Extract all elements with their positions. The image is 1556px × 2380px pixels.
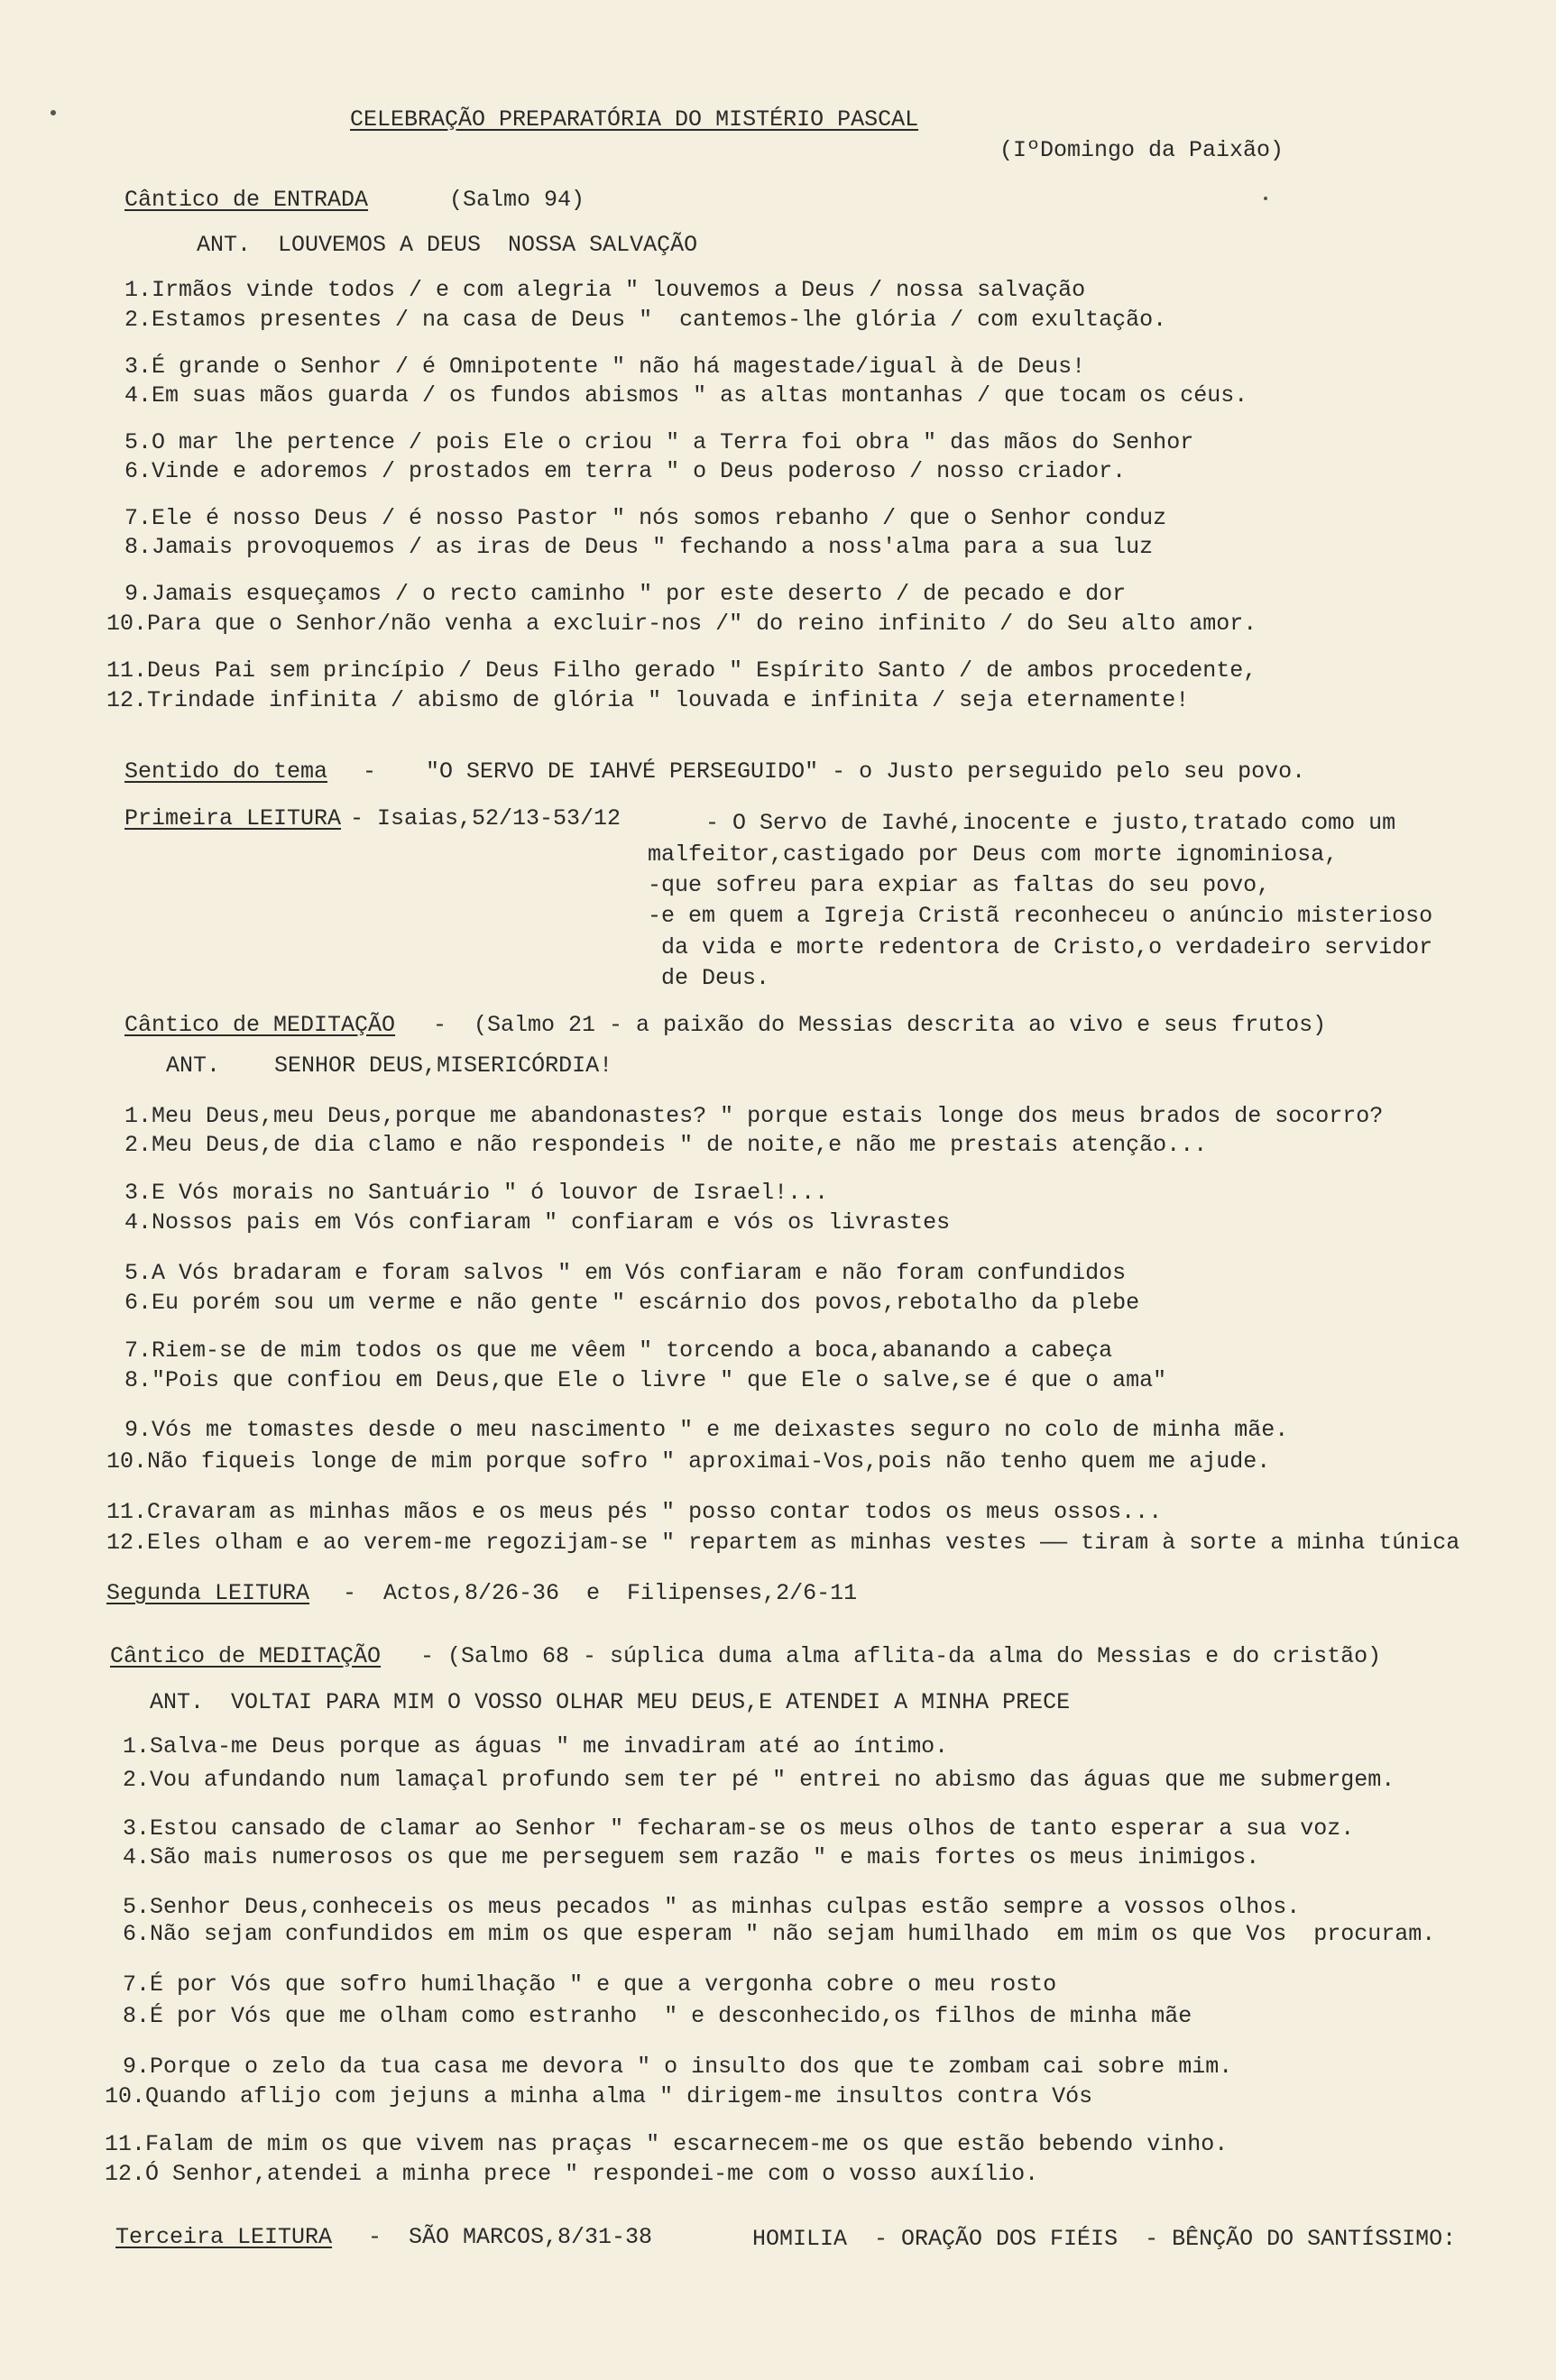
entrada-verse: 8.Jamais provoquemos / as iras de Deus " fechando a noss'alma para a sua luz: [124, 534, 1154, 560]
entrada-verse: 11.Deus Pai sem princípio / Deus Filho gerado " Espírito Santo / de ambos procedente,: [106, 657, 1257, 684]
primeira-line: da vida e morte redentora de Cristo,o verdadeiro servidor: [648, 934, 1433, 960]
meditacao2-verse: 12.Ó Senhor,atendei a minha prece " respondei-me com o vosso auxílio.: [105, 2161, 1039, 2187]
meditacao1-verse: 2.Meu Deus,de dia clamo e não respondeis " de noite,e não me prestais atenção...: [124, 1132, 1208, 1158]
meditacao1-psalm: - (Salmo 21 - a paixão do Messias descrita ao vivo e seus frutos): [433, 1012, 1327, 1038]
meditacao1-verse: 6.Eu porém sou um verme e não gente " escárnio dos povos,rebotalho da plebe: [124, 1290, 1140, 1316]
primeira-line: -que sofreu para expiar as faltas do seu povo,: [648, 872, 1271, 898]
meditacao2-antiphon: ANT. VOLTAI PARA MIM O VOSSO OLHAR MEU DEUS,E ATENDEI A MINHA PRECE: [150, 1689, 1071, 1715]
terceira-ref: - SÃO MARCOS,8/31-38: [368, 2224, 653, 2250]
meditacao2-psalm: - (Salmo 68 - súplica duma alma aflita-da alma do Messias e do cristão): [420, 1643, 1382, 1669]
meditacao2-verse: 3.Estou cansado de clamar ao Senhor " fecharam-se os meus olhos de tanto esperar a sua voz.: [123, 1815, 1355, 1842]
meditacao2-verse: 2.Vou afundando num lamaçal profundo sem ter pé " entrei no abismo das águas que me submergem.: [123, 1767, 1395, 1793]
meditacao1-antiphon: ANT. SENHOR DEUS,MISERICÓRDIA!: [166, 1052, 613, 1079]
meditacao2-verse: 7.É por Vós que sofro humilhação " e que a vergonha cobre o meu rosto: [123, 1971, 1057, 1998]
tema-text: "O SERVO DE IAHVÉ PERSEGUIDO" - o Justo perseguido pelo seu povo.: [426, 758, 1306, 785]
meditacao1-verse: 12.Eles olham e ao verem-me regozijam-se " repartem as minhas vestes —— tiram à sorte a minha túnica: [106, 1530, 1460, 1556]
entrada-psalm: (Salmo 94): [449, 187, 585, 213]
meditacao2-verse: 10.Quando aflijo com jejuns a minha alma " dirigem-me insultos contra Vós: [105, 2083, 1093, 2109]
tema-label: Sentido do tema: [124, 758, 328, 785]
primeira-label: Primeira LEITURA: [124, 805, 342, 832]
entrada-verse: 5.O mar lhe pertence / pois Ele o criou " a Terra foi obra " das mãos do Senhor: [124, 429, 1194, 455]
document-title: CELEBRAÇÃO PREPARATÓRIA DO MISTÉRIO PASCAL: [350, 106, 919, 133]
meditacao2-heading: Cântico de MEDITAÇÃO: [110, 1643, 382, 1669]
meditacao2-verse: 8.É por Vós que me olham como estranho " e desconhecido,os filhos de minha mãe: [123, 2003, 1192, 2029]
meditacao1-verse: 4.Nossos pais em Vós confiaram " confiaram e vós os livrastes: [124, 1209, 951, 1236]
meditacao2-verse: 4.São mais numerosos os que me perseguem sem razão " e mais fortes os meus inimigos.: [123, 1844, 1260, 1870]
entrada-verse: 2.Estamos presentes / na casa de Deus " cantemos-lhe glória / com exultação.: [124, 307, 1167, 333]
segunda-label: Segunda LEITURA: [106, 1580, 310, 1606]
primeira-line: - O Servo de Iavhé,inocente e justo,tratado como um: [705, 810, 1396, 836]
meditacao2-verse: 9.Porque o zelo da tua casa me devora " o insulto dos que te zombam cai sobre mim.: [123, 2054, 1233, 2080]
entrada-verse: 7.Ele é nosso Deus / é nosso Pastor " nós somos rebanho / que o Senhor conduz: [124, 505, 1167, 531]
primeira-ref: - Isaias,52/13-53/12: [350, 805, 621, 832]
meditacao1-verse: 8."Pois que confiou em Deus,que Ele o livre " que Ele o salve,se é que o ama": [124, 1367, 1167, 1393]
entrada-verse: 9.Jamais esqueçamos / o recto caminho " por este deserto / de pecado e dor: [124, 581, 1127, 607]
entrada-heading: Cântico de ENTRADA: [124, 187, 369, 213]
entrada-verse: 3.É grande o Senhor / é Omnipotente " não há magestade/igual à de Deus!: [124, 354, 1086, 380]
entrada-verse: 10.Para que o Senhor/não venha a excluir-nos /" do reino infinito / do Seu alto amor.: [106, 611, 1257, 637]
primeira-line: malfeitor,castigado por Deus com morte ignominiosa,: [648, 841, 1339, 868]
tema-dash: -: [363, 758, 377, 785]
entrada-verse: 1.Irmãos vinde todos / e com alegria " louvemos a Deus / nossa salvação: [124, 277, 1086, 303]
meditacao1-verse: 9.Vós me tomastes desde o meu nascimento " e me deixastes seguro no colo de minha mãe.: [124, 1417, 1289, 1443]
footer-rest: HOMILIA - ORAÇÃO DOS FIÉIS - BÊNÇÃO DO SANTÍSSIMO:: [752, 2226, 1457, 2252]
meditacao1-heading: Cântico de MEDITAÇÃO: [124, 1012, 396, 1038]
primeira-line: -e em quem a Igreja Cristã reconheceu o anúncio misterioso: [648, 903, 1433, 929]
stray-mark: [51, 110, 56, 115]
primeira-line: de Deus.: [648, 965, 770, 991]
entrada-verse: 4.Em suas mãos guarda / os fundos abismos " as altas montanhas / que tocam os céus.: [124, 382, 1248, 409]
meditacao2-verse: 11.Falam de mim os que vivem nas praças " escarnecem-me os que estão bebendo vinho.: [105, 2131, 1229, 2157]
stray-mark: [1264, 197, 1267, 200]
meditacao2-verse: 5.Senhor Deus,conheceis os meus pecados " as minhas culpas estão sempre a vossos olhos.: [123, 1894, 1301, 1920]
meditacao2-verse: 1.Salva-me Deus porque as águas " me invadiram até ao íntimo.: [123, 1733, 949, 1760]
meditacao1-verse: 7.Riem-se de mim todos os que me vêem " torcendo a boca,abanando a cabeça: [124, 1337, 1113, 1364]
meditacao1-verse: 1.Meu Deus,meu Deus,porque me abandonastes? " porque estais longe dos meus brados de socorro?: [124, 1103, 1384, 1129]
entrada-antiphon: ANT. LOUVEMOS A DEUS NOSSA SALVAÇÃO: [197, 232, 698, 258]
segunda-ref: - Actos,8/26-36 e Filipenses,2/6-11: [343, 1580, 858, 1606]
meditacao2-verse: 6.Não sejam confundidos em mim os que esperam " não sejam humilhado em mim os que Vos procuram.: [123, 1921, 1436, 1947]
entrada-verse: 12.Trindade infinita / abismo de glória " louvada e infinita / seja eternamente!: [106, 687, 1190, 713]
meditacao1-verse: 3.E Vós morais no Santuário " ó louvor de Israel!...: [124, 1180, 829, 1206]
terceira-label: Terceira LEITURA: [115, 2224, 333, 2250]
document-subtitle: (IºDomingo da Paixão): [999, 137, 1284, 163]
meditacao1-verse: 10.Não fiqueis longe de mim porque sofro " aproximai-Vos,pois não tenho quem me ajude.: [106, 1448, 1271, 1475]
entrada-verse: 6.Vinde e adoremos / prostados em terra " o Deus poderoso / nosso criador.: [124, 458, 1127, 484]
meditacao1-verse: 11.Cravaram as minhas mãos e os meus pés " posso contar todos os meus ossos...: [106, 1499, 1163, 1525]
meditacao1-verse: 5.A Vós bradaram e foram salvos " em Vós confiaram e não foram confundidos: [124, 1260, 1127, 1286]
